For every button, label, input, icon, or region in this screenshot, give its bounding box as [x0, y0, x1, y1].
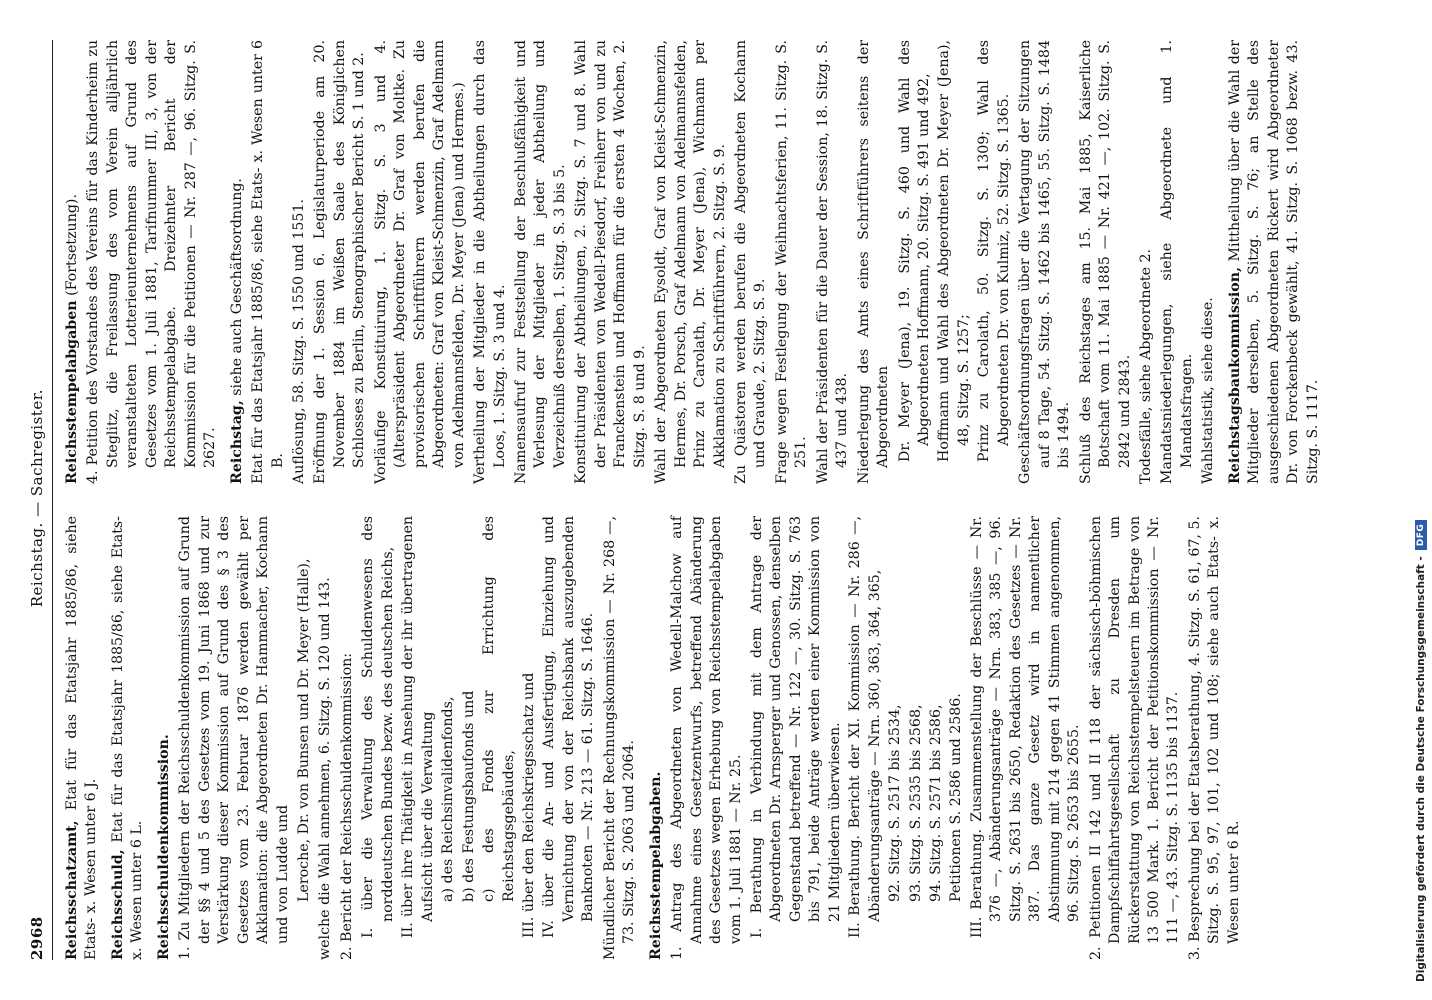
entry-reichsstempelabgaben-cont — [63, 40, 221, 484]
entry-subitem: IV. über die An- und Ausfertigung, Einziehung und Vernichtung der von der Reichsbank auszugebenden Banknoten — Nr. 213 — 61. Sitzg. S. 1646. — [541, 516, 597, 938]
page-number: 2968 — [28, 916, 46, 960]
entry-item: Niederlegung des Amts eines Schriftführers seitens der Abgeordneten — [855, 40, 892, 484]
entry-item: Geschäftsordnungsfragen über die Vertagung der Sitzungen auf 8 Tage, 54. Sitzg. S. 1462 bis 1465, 55. Sitzg. S. 1484 bis 1494. — [1017, 40, 1073, 484]
entry-item: Wahlstatistik, siehe diese. — [1200, 297, 1217, 484]
entry-title: Reichsschuld, — [109, 849, 126, 960]
entry-subitem: Prinz zu Carolath, 50. Sitzg. S. 1309; Wahl des Abgeordneten Dr. von Kulmiz, 52. Sitzg. S. 1365. — [976, 40, 1012, 462]
entry-item: 2. Petitionen II 142 und II 118 der sächsisch-böhmischen Dampfschiffahrtsgesellschaft zu Dresden um Rückerstattung von Reichsstempelsteuern im Betrage von 13 500 Mark. 1. Bericht der Petitionskommission — Nr. 111 —, 43. Sitzg. S. 1135 bis 1137. — [1087, 516, 1182, 960]
entry-subitem: I. über die Verwaltung des Schuldenwesens des norddeutschen Bundes bezw. des deutschen Reichs, — [360, 516, 396, 938]
entry-subitem: Hoffmann und Wahl des Abgeordneten Dr. Meyer (Jena), 48, Sitzg. S. 1257; — [936, 40, 972, 462]
entry-reichstag — [228, 40, 1219, 484]
entry-subitem: II. Berathung. Bericht der XI. Kommission — Nr. 286 —, Abänderungsanträge — Nrn. 360, 363, 364, 365, — [847, 516, 883, 938]
digitization-credit — [1410, 0, 1432, 1000]
entry-item: 3. Besprechung bei der Etatsberathung, 4. Sitzg. S. 61, 67, 5. Sitzg. S. 95, 97, 101, 102 und 108; siehe auch Etats- x. Wesen unter 6 R. — [1186, 516, 1242, 960]
entry-subitem: II. über ihre Thätigkeit in Ansehung der ihr übertragenen Aufsicht über die Verwaltung — [400, 516, 436, 938]
entry-item: Etat für das Etatsjahr 1885/86, siehe Etats- x. Wesen unter 6 B. — [250, 40, 286, 484]
entry-subitem: III. über den Reichskriegsschatz und — [520, 672, 537, 938]
entry-subitem: 93. Sitzg. S. 2535 bis 2568, — [907, 704, 924, 902]
entry-item: Wahl der Präsidenten für die Dauer der Session, 18. Sitzg. S. 437 und 438. — [814, 40, 851, 484]
entry-item: 2. Bericht der Reichsschuldenkommission: — [338, 652, 355, 960]
entry-item: Namensaufruf zur Feststellung der Beschlußfähigkeit und Verlesung der Mitglieder in jeder Abtheilung und Verzeichniß derselben, 1. Sitzg. S. 3 bis 5. — [512, 40, 568, 484]
entry-subitem: I. Berathung in Verbindung mit dem Antrage der Abgeordneten Dr. Arnsperger und Genossen, denselben Gegenstand betreffend — Nr. 122 —, 30. Sitzg. S. 763 bis 791, beide Anträge werden einer Kommission von 21 Mitgliedern überwiesen. — [748, 516, 843, 938]
entry-title: Reichstag, — [228, 400, 245, 484]
running-title — [28, 389, 46, 607]
entry-item: Wahl der Abgeordneten Eysoldt, Graf von Kleist-Schmenzin, Hermes, Dr. Porsch, Graf Adelmann von Adelmannsfelden, Prinz zu Carolath, Dr. Meyer (Jena), Wichmann per Akklamation zu Schriftführern, 2. Sitzg. S. 9. — [653, 40, 728, 484]
dfg-logo: DFG — [1415, 520, 1427, 551]
entry-item: Todesfälle, siehe Abgeordnete 2. — [1138, 248, 1155, 484]
text-columns — [63, 40, 1330, 960]
entry-item: 1. Antrag des Abgeordneten von Wedell-Malchow auf Annahme eines Gesetzentwurfs, betreffend Abänderung des Gesetzes wegen Erhebung von Reichsstempelabgaben vom 1. Juli 1881 — Nr. 25. — [669, 516, 744, 960]
entry-subitem: b) des Festungsbaufonds und — [460, 690, 477, 902]
entry-item: Mündlicher Bericht der Rechnungskommission — Nr. 268 —, 73. Sitzg. S. 2063 und 2064. — [601, 516, 638, 960]
entry-reichsschuldenkommission — [155, 516, 640, 960]
entry-reichsstempelabgaben — [647, 516, 1245, 960]
entry-text: Etat für das Etatsjahr 1885/86, siehe Etats- x. Wesen unter 6 L. — [109, 516, 146, 960]
entry-title: Reichsschuldenkommission. — [155, 734, 172, 960]
entry-title: Reichstagsbaukommission, — [1226, 266, 1243, 484]
running-title-right: Sachregister. — [28, 389, 46, 497]
entry-title: Reichsschatzamt, — [64, 820, 80, 960]
entry-text: Etat für das Etatsjahr 1885/86, siehe Etats- x. Wesen unter 6 J. — [64, 516, 100, 960]
entry-continuation: (Fortsetzung). — [64, 194, 80, 296]
running-title-dash: — — [28, 501, 46, 517]
entry-reichsschatzamt — [63, 516, 102, 960]
digitization-credit-strip — [1410, 0, 1432, 1000]
left-column — [63, 516, 1330, 960]
entry-reichsschuld — [109, 516, 148, 960]
entry-title: Reichsstempelabgaben. — [647, 771, 664, 960]
running-title-left: Reichstag. — [28, 522, 46, 608]
entry-subitem: 94. Sitzg. S. 2571 bis 2586, — [928, 704, 945, 902]
entry-item: 4. Petition des Vorstandes des Vereins für das Kinderheim zu Steglitz, die Freilassung des vom Verein alljährlich veranstalteten Lotterieunternehmens auf Grund des Gesetzes vom 1. Juli 1881, Tarifnummer III, 3, von der Reichsstempelabgabe. Dreizehnter Bericht der Kommission für die Petitionen — Nr. 287 —, 96. Sitzg. S. 2627. — [85, 40, 219, 484]
entry-title: Reichsstempelabgaben — [64, 300, 80, 484]
entry-item: Leroche, Dr. von Bunsen und Dr. Meyer (Halle), — [295, 558, 312, 902]
entry-item: Konstituirung der Abtheilungen, 2. Sitzg. S. 7 und 8. Wahl der Präsidenten von Wedell-Piesdorf, Freiherr von und zu Franckenstein und Hoffmann für die ersten 4 Wochen, 2. Sitzg. S. 8 und 9. — [573, 40, 648, 484]
entry-subitem: III. Berathung. Zusammenstellung der Beschlüsse — Nr. 376 —, Abänderungsanträge — Nrn. 383, 385 —, 96. Sitzg. S. 2631 bis 2650, Redaktion des Gesetzes — Nr. 387. Das ganze Gesetz wird in namentlicher Abstimmung mit 214 gegen 41 Stimmen angenommen, 96. Sitzg. S. 2653 bis 2655. — [968, 516, 1083, 938]
entry-item: Eröffnung der 1. Session 6. Legislaturperiode am 20. November 1884 im Weißen Saale des Königlichen Schlosses zu Berlin, Stenographischer Bericht S. 1 und 2. — [312, 40, 368, 484]
entry-subitem: Dr. Meyer (Jena), 19. Sitzg. S. 460 und Wahl des Abgeordneten Hoffmann, 20. Sitzg. S. 491 und 492, — [896, 40, 933, 462]
entry-subitem: 92. Sitzg. S. 2517 bis 2534, — [887, 704, 904, 902]
right-column — [63, 40, 1330, 484]
page-header — [28, 40, 53, 960]
entry-text: Mittheilung über die Wahl der Mitglieder derselben, 5. Sitzg. S. 76; an Stelle des ausgeschiedenen Abgeordneten Rickert wird Abgeordneter Dr. von Forckenbeck gewählt, 41. Sitzg. S. 1068 bezw. 43. Sitzg. S. 1117. — [1226, 40, 1321, 484]
entry-item: welche die Wahl annehmen, 6. Sitzg. S. 120 und 143. — [317, 577, 334, 960]
entry-item: Vertheilung der Mitglieder in die Abtheilungen durch das Loos, 1. Sitzg. S. 3 und 4. — [472, 40, 508, 484]
entry-text: siehe auch Geschäftsordnung. — [228, 178, 245, 396]
entry-item: Vorläufige Konstituirung, 1. Sitzg. S. 3 und 4. (Alterspräsident Abgeordneter Dr. Graf von Moltke. Zu provisorischen Schriftführern werden berufen die Abgeordneten: Graf von Kleist-Schmenzin, Graf Adelmann von Adelmannsfelden, Dr. Meyer (Jena) und Hermes.) — [372, 40, 467, 484]
credit-text: Digitalisierung gefördert durch die Deutsche Forschungsgemeinschaft - — [1415, 556, 1427, 982]
entry-reichstagsbaukommission — [1226, 40, 1323, 484]
entry-item: Zu Quästoren werden berufen die Abgeordneten Kochann und Graude, 2. Sitzg. S. 9. — [732, 40, 769, 484]
entry-item: Auflösung, 58. Sitzg. S. 1550 und 1551. — [290, 199, 307, 484]
entry-item: Mandatsniederlegungen, siehe Abgeordnete und 1. Mandatsfragen. — [1159, 40, 1195, 484]
entry-subitem: a) des Reichsinvalidenfonds, — [440, 696, 457, 902]
entry-item: 1. Zu Mitgliedern der Reichsschuldenkommission auf Grund der §§ 4 und 5 des Gesetzes vom 19. Juni 1868 und zur Verstärkung dieser Kommission auf Grund des § 3 des Gesetzes vom 23. Februar 1876 werden gewählt per Akklamation: die Abgeordneten Dr. Hammacher, Kochann und von Ludde und — [177, 516, 291, 960]
entry-item: Frage wegen Festlegung der Weihnachtsferien, 11. Sitzg. S. 251. — [773, 40, 810, 484]
entry-subitem: Petitionen S. 2586 und 2586. — [948, 693, 965, 902]
entry-subitem: c) des Fonds zur Errichtung des Reichstagsgebäudes, — [481, 516, 517, 902]
entry-item: Schluß des Reichstages am 15. Mai 1885, Kaiserliche Botschaft vom 11. Mai 1885 — Nr. 421 —, 102. Sitzg. S. 2842 und 2843. — [1077, 40, 1133, 484]
